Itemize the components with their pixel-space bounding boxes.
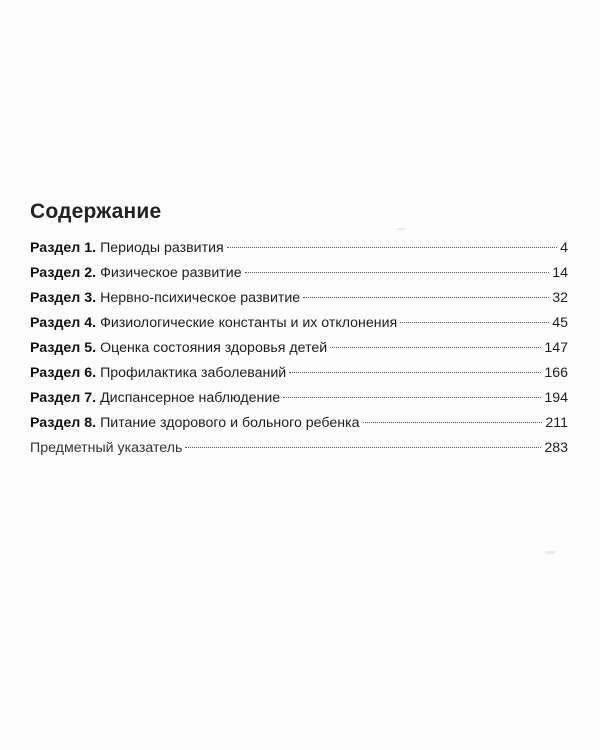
toc-entry-title: Периоды развития (100, 240, 224, 256)
toc-page-number: 14 (552, 265, 568, 281)
dot-leader (283, 397, 541, 398)
toc-entry-7[interactable] (30, 388, 568, 413)
toc-entry-8[interactable] (30, 413, 568, 438)
toc-section-label: Раздел 4. (30, 315, 97, 331)
toc-section-label: Раздел 7. (30, 390, 97, 406)
dot-leader (227, 247, 557, 248)
toc-entry-title: Оценка состояния здоровья детей (100, 340, 328, 356)
toc-page-number: 194 (544, 390, 568, 406)
scan-speck (397, 228, 405, 230)
toc-section-label: Раздел 5. (30, 340, 97, 356)
toc-section-label: Раздел 2. (30, 265, 97, 281)
toc-entry-title: Предметный указатель (30, 440, 183, 456)
toc-entry-title: Физиологические константы и их отклонения (100, 315, 398, 331)
toc-entry-title: Профилактика заболеваний (100, 365, 287, 381)
toc-page-number: 4 (560, 240, 568, 256)
toc-entry-4[interactable] (30, 313, 568, 338)
table-of-contents (30, 238, 568, 463)
toc-entry-index[interactable] (30, 438, 568, 463)
dot-leader (303, 297, 549, 298)
toc-section-label: Раздел 6. (30, 365, 97, 381)
toc-entry-title: Диспансерное наблюдение (100, 390, 281, 406)
dot-leader (289, 372, 541, 373)
toc-entry-1[interactable] (30, 238, 568, 263)
toc-page-number: 32 (552, 290, 568, 306)
dot-leader (400, 322, 549, 323)
dot-leader (185, 447, 541, 448)
toc-entry-2[interactable] (30, 263, 568, 288)
dot-leader (363, 422, 543, 423)
toc-page-number: 211 (545, 415, 568, 431)
toc-page-number: 45 (552, 315, 568, 331)
dot-leader (245, 272, 550, 273)
toc-entry-title: Физическое развитие (100, 265, 242, 281)
toc-section-label: Раздел 1. (30, 240, 97, 256)
toc-entry-title: Питание здорового и больного ребенка (100, 415, 360, 431)
toc-entry-5[interactable] (30, 338, 568, 363)
page-title: Содержание (30, 200, 162, 223)
toc-entry-3[interactable] (30, 288, 568, 313)
toc-section-label: Раздел 8. (30, 415, 97, 431)
toc-entry-6[interactable] (30, 363, 568, 388)
toc-entry-title: Нервно-психическое развитие (100, 290, 301, 306)
toc-section-label: Раздел 3. (30, 290, 97, 306)
toc-page-number: 166 (544, 365, 568, 381)
toc-page-number: 147 (544, 340, 568, 356)
dot-leader (330, 347, 541, 348)
toc-page-number: 283 (544, 440, 568, 456)
scan-speck (545, 551, 555, 554)
